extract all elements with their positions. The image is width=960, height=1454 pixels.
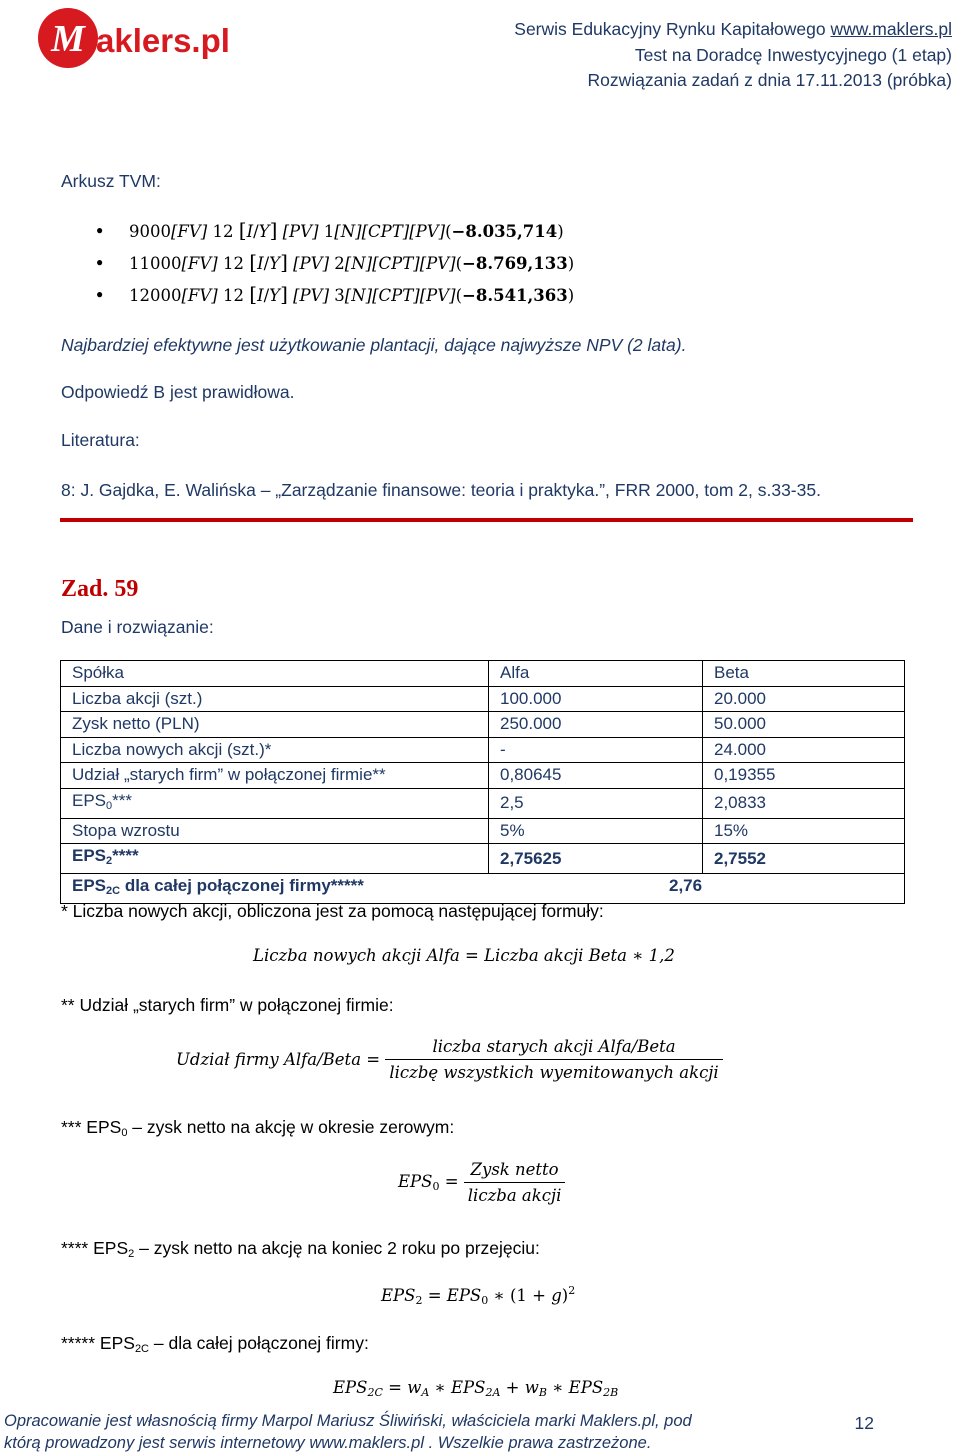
table-cell: 2,75625 (489, 844, 703, 874)
table-cell: 2,7552 (703, 844, 905, 874)
fraction (385, 1037, 722, 1082)
formula-share-left: Udział firmy Alfa/Beta = (176, 1050, 381, 1069)
fraction-numerator: Zysk netto (470, 1160, 559, 1179)
maklers-logo-graphic (36, 6, 236, 70)
table-header-cell: Alfa (489, 661, 703, 687)
table-cell: 100.000 (489, 686, 703, 712)
fraction-denominator: liczbę wszystkich wyemitowanych akcji (385, 1059, 722, 1082)
table-cell: Liczba nowych akcji (szt.)* (61, 737, 489, 763)
table-cell: $EPS_2****$ (61, 844, 489, 874)
note-5: ***** $EPS_{2C}$ – dla całej połączonej firmy: (61, 1333, 369, 1355)
table-cell: 250.000 (489, 712, 703, 738)
bullet-dot-icon: ● (96, 287, 104, 301)
table-cell: $EPS_0***$ (61, 788, 489, 818)
conclusion-text: Najbardziej efektywne jest użytkowanie plantacji, dające najwyższe NPV (2 lata). (61, 335, 687, 355)
table-header-cell: Beta (703, 661, 905, 687)
footer-copyright (4, 1410, 692, 1454)
bullet-dot-icon: ● (96, 223, 104, 237)
header-line-3: Rozwiązania zadań z dnia 17.11.2013 (próbka) (587, 70, 952, 90)
table-cell: Zysk netto (PLN) (61, 712, 489, 738)
table-row (61, 818, 905, 844)
table-row (61, 788, 905, 818)
literature-reference: 8: J. Gajdka, E. Walińska – „Zarządzanie finansowe: teoria i praktyka.”, FRR 2000, tom 2, s.33-35. (61, 480, 821, 500)
table-row (61, 712, 905, 738)
table-header-row (61, 661, 905, 687)
header-site-link[interactable]: www.maklers.pl (830, 19, 952, 39)
table-cell: 20.000 (703, 686, 905, 712)
table-cell: 0,80645 (489, 763, 703, 789)
svg-text:M: M (51, 18, 85, 60)
formula-eps2: $EPS_2 = EPS_0$ ∗ $(1 + g)^2$ (381, 1284, 576, 1307)
page-number: 12 (854, 1413, 874, 1433)
table-row (61, 686, 905, 712)
header-line-1 (514, 17, 952, 43)
header-line-2: Test na Doradcę Inwestycyjnego (1 etap) (634, 44, 952, 65)
tvm-heading: Arkusz TVM: (61, 171, 161, 191)
table-cell: 2,0833 (703, 788, 905, 818)
note-4: **** $EPS_2$ – zysk netto na akcję na koniec 2 roku po przejęciu: (61, 1238, 540, 1260)
tvm-bullet: ● 11000[FV] 12 [I/Y] [PV] 2[N][CPT][PV](−8.769,133) (96, 250, 575, 274)
formula-eps2c: $EPS_{2C} = w_A$ ∗ $EPS_{2A} + w_B$ ∗ $EPS_{2B}$ (333, 1378, 619, 1399)
table-cell: 5% (489, 818, 703, 844)
header-site-name: Serwis Edukacyjny Rynku Kapitałowego (514, 19, 826, 39)
formula-new-shares: Liczba nowych akcji Alfa = Liczba akcji Beta ∗ 1,2 (253, 946, 675, 965)
formula-eps0: $EPS_0$ = $\frac{\text{Zysk netto}}{\text{liczba akcji}}$ (398, 1160, 565, 1205)
bullet-dot-icon: ● (96, 255, 104, 269)
task-title: Zad. 59 (61, 576, 139, 602)
table-row (61, 844, 905, 874)
section-divider (60, 518, 913, 522)
table-cell: Stopa wzrostu (61, 818, 489, 844)
fraction (464, 1160, 566, 1205)
table-header-cell: Spółka (61, 661, 489, 687)
table-cell: Udział „starych firm” w połączonej firmie** (61, 763, 489, 789)
header-block (514, 17, 952, 94)
tvm-bullet-list (96, 218, 574, 314)
footer-line-2: którą prowadzony jest serwis internetowy www.maklers.pl . Wszelkie prawa zastrzeżone. (4, 1434, 652, 1452)
footer-line-1: Opracowanie jest własnością firmy Marpol Mariusz Śliwiński, właściciela marki Maklers.pl, pod (4, 1412, 692, 1430)
note-1: * Liczba nowych akcji, obliczona jest za pomocą następującej formuły: (61, 901, 604, 921)
table-row (61, 737, 905, 763)
fraction-numerator: liczba starych akcji Alfa/Beta (432, 1037, 676, 1056)
table-cell: 0,19355 (703, 763, 905, 789)
table-cell: 24.000 (703, 737, 905, 763)
table-cell (61, 874, 905, 904)
table-cell: 50.000 (703, 712, 905, 738)
table-cell: 2,5 (489, 788, 703, 818)
answer-text: Odpowiedź B jest prawidłowa. (61, 382, 295, 402)
summary-label: $EPS_{2C}$ dla całej połączonej firmy***** (72, 876, 364, 897)
maklers-logo (36, 6, 236, 70)
summary-value: 2,76 (669, 876, 703, 895)
tvm-bullet: ● 12000[FV] 12 [I/Y] [PV] 3[N][CPT][PV](−8.541,363) (96, 282, 575, 306)
data-table (60, 660, 905, 904)
formula-share-ratio (176, 1037, 723, 1082)
fraction-denominator: liczba akcji (464, 1182, 566, 1205)
literature-label: Literatura: (61, 430, 140, 450)
note-2: ** Udział „starych firm” w połączonej firmie: (61, 995, 394, 1015)
note-3: *** $EPS_0$ – zysk netto na akcję w okresie zerowym: (61, 1117, 455, 1139)
svg-text:aklers.pl: aklers.pl (96, 22, 230, 59)
table-row (61, 874, 905, 904)
table-row (61, 763, 905, 789)
task-subtitle: Dane i rozwiązanie: (61, 617, 214, 637)
tvm-bullet: ● 9000[FV] 12 [I/Y] [PV] 1[N][CPT][PV](−8.035,714) (96, 218, 564, 242)
table-cell: 15% (703, 818, 905, 844)
table-cell: - (489, 737, 703, 763)
table-cell: Liczba akcji (szt.) (61, 686, 489, 712)
